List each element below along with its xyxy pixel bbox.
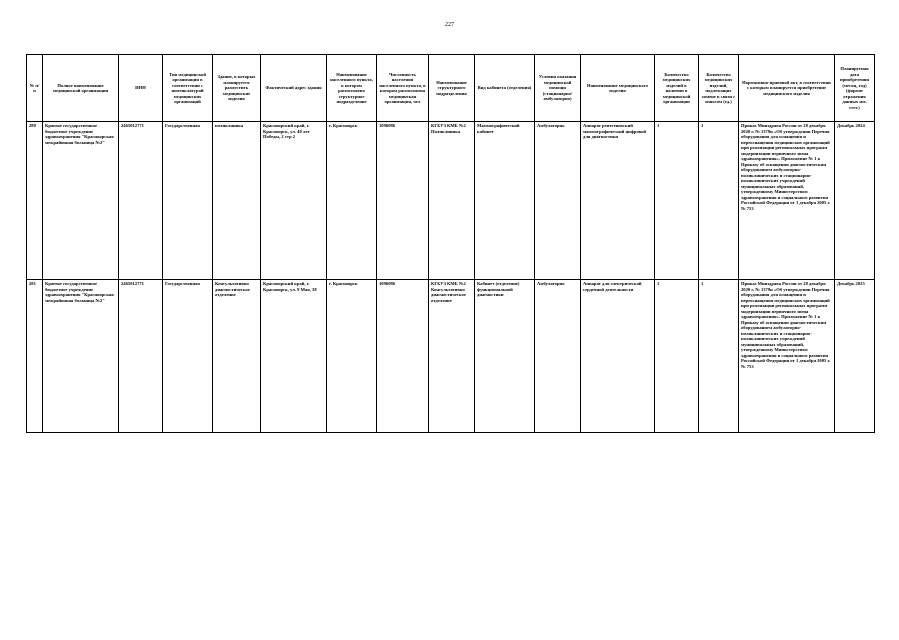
device-cell: Аппарат рентгеновский маммографический цифровой для диагностики <box>581 122 655 280</box>
address-cell: Красноярский край, г. Красноярск, ул. 9 Мая, 38 <box>261 280 327 433</box>
table-row <box>27 122 875 280</box>
locality-cell: г. Красноярск <box>327 280 377 433</box>
inn-cell: 2465012771 <box>119 280 163 433</box>
cabinet-cell: Маммографический кабинет <box>475 122 535 280</box>
device-cell: Аппарат для электрической сердечной деятельности <box>581 280 655 433</box>
header-cell: Количество медицинских изделий в наличии в медицинской организации <box>655 55 699 122</box>
header-cell: Количество медицинских изделий, подлежащих замене в связи с износом (ед.) <box>699 55 739 122</box>
inn-cell: 2465012771 <box>119 122 163 280</box>
organization-name: Краевое государственное бюджетное учреждение здравоохранения "Красноярская межрайонная больница №2" <box>43 280 119 433</box>
header-cell: Планируемая дата приобретения (месяц, год) (формат отражения данных мм. гггг.) <box>835 55 875 122</box>
header-cell: Полное наименование медицинской организации <box>43 55 119 122</box>
count-available-cell: 1 <box>655 122 699 280</box>
legal-act-cell: Приказ Минздрава России от 28 декабря 2020 г. № 1379н «Об утверждении Перечня оборудования для оснащения и переоснащения медицинских организаций при реализации региональных программ модернизации первичного звена здравоохранения». Приложение № 1 к Приказу об оснащении диагностическим оборудованием амбулаторно-поликлинических и стационарно-поликлинических учреждений муниципальных образований, утвержденному Министерством здравоохранения и социального развития Российской Федерации от 1 декабря 2005 г. № 753 <box>739 122 835 280</box>
address-cell: Красноярский край, г. Красноярск, ул. 40 лет Победы, 2 стр 2 <box>261 122 327 280</box>
table-row <box>27 280 875 433</box>
legal-act-cell: Приказ Минздрава России от 28 декабря 2020 г. № 1379н «Об утверждении Перечня оборудования для оснащения и переоснащения медицинских организаций при реализации региональных программ модернизации первичного звена здравоохранения». Приложение № 1 к Приказу об оснащении диагностическим оборудованием амбулаторно-поликлинических и стационарно-поликлинических учреждений муниципальных образований, утвержденному Министерством здравоохранения и социального развития Российской Федерации от 1 декабря 2005 г. № 753 <box>739 280 835 433</box>
header-cell: ИНН <box>119 55 163 122</box>
organization-type: Государственная <box>163 122 213 280</box>
header-cell: Численность населения населенного пункта, в котором расположена медицинская организация, чел <box>377 55 429 122</box>
date-cell: Декабрь 2024 <box>835 122 875 280</box>
building-cell: Консультативно диагностическое отделение <box>213 280 261 433</box>
population-cell: 1096086 <box>377 122 429 280</box>
date-cell: Декабрь 2025 <box>835 280 875 433</box>
header-cell: № п/п <box>27 55 43 122</box>
header-cell: Наименование населенного пункта, в котором расположено структурное подразделение <box>327 55 377 122</box>
cabinet-cell: Кабинет (отделение) функциональной диагностики <box>475 280 535 433</box>
subdivision-cell: КГБУЗ КМБ №2 Поликлиника <box>429 122 475 280</box>
header-cell: Фактический адрес здания <box>261 55 327 122</box>
header-cell: Условия оказания медицинской помощи (стационарно/амбулаторно) <box>535 55 581 122</box>
subdivision-cell: КГБУЗ КМБ №2 Консультативно диагностическое отделение <box>429 280 475 433</box>
count-replace-cell: 1 <box>699 122 739 280</box>
row-number: 281 <box>27 280 43 433</box>
population-cell: 1096086 <box>377 280 429 433</box>
header-cell: Нормативно-правовой акт, в соответствии с которым планируется приобретение медицинского изделия <box>739 55 835 122</box>
table-header-row <box>27 55 875 122</box>
conditions-cell: Амбулаторно <box>535 122 581 280</box>
conditions-cell: Амбулаторно <box>535 280 581 433</box>
count-available-cell: 1 <box>655 280 699 433</box>
organization-name: Краевое государственное бюджетное учреждение здравоохранения "Красноярская межрайонная больница №2" <box>43 122 119 280</box>
header-cell: Тип медицинской организации в соответствии с номенклатурой медицинских организаций <box>163 55 213 122</box>
header-cell: Наименование структурного подразделения <box>429 55 475 122</box>
row-number: 280 <box>27 122 43 280</box>
equipment-table <box>26 54 875 433</box>
locality-cell: г. Красноярск <box>327 122 377 280</box>
header-cell: Наименование медицинского изделия <box>581 55 655 122</box>
page-number: 227 <box>445 22 454 28</box>
header-cell: Здание, в которых планируется разместить медицинские изделия <box>213 55 261 122</box>
header-cell: Вид кабинета (отделения) <box>475 55 535 122</box>
count-replace-cell: 1 <box>699 280 739 433</box>
building-cell: поликлиника <box>213 122 261 280</box>
organization-type: Государственная <box>163 280 213 433</box>
